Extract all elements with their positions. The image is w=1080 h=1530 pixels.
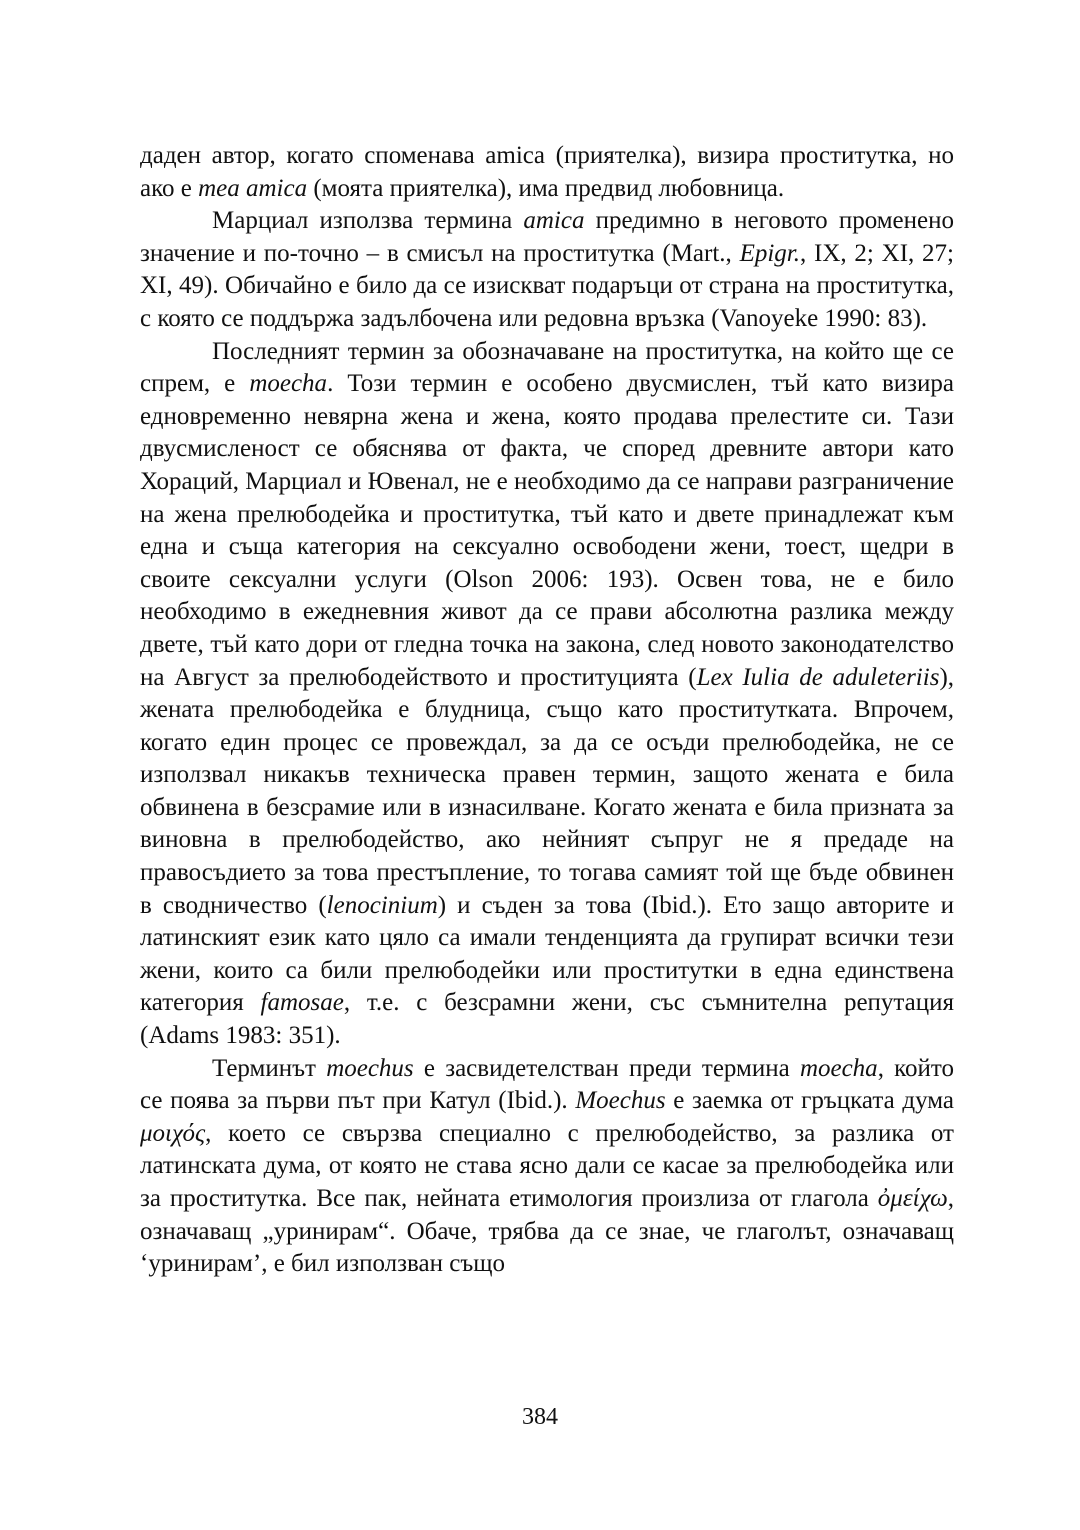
italic-term: Moechus: [575, 1087, 666, 1115]
italic-term: moechus: [326, 1054, 414, 1082]
italic-term: moecha: [249, 370, 328, 398]
text-run: Последният термин за обозначаване на проститутка, на който ще се спрем, е: [140, 337, 954, 398]
paragraph-4: [140, 1053, 954, 1281]
italic-term: μοιχός: [140, 1119, 206, 1147]
paragraph-1: [140, 140, 954, 205]
text-run: , т.е. с безсрамни жени, със съмнителна репутация (Adams 1983: 351).: [140, 989, 954, 1050]
italic-term: Lex Iulia de aduleteriis: [696, 663, 940, 691]
italic-term: Epigr.: [739, 239, 801, 267]
text-run: Марциал използва термина: [212, 207, 524, 235]
italic-term: ὀμείχω: [877, 1185, 948, 1212]
text-run: , IX, 2; XI, 27; XI, 49). Обичайно е било да се изискват подаръци от страна на проститутка, с която се поддържа задълбочена или редовна връзка (Vanoyeke 1990: 83).: [140, 239, 954, 332]
text-run: предимно в неговото променено значение и по-точно – в смисъл на проститутка (Mart.,: [140, 207, 955, 267]
page-body: [140, 140, 954, 1281]
italic-term: moecha: [799, 1054, 878, 1082]
paragraph-3: [140, 336, 954, 1053]
text-run: ), жената прелюбодейка е блудница, също като проститутката. Впрочем, когато един процес се провеждал, за да се осъди прелюбодейка, не се използвал никакъв техническа правен термин, защото жената е била обвинена в безсрамие или в изнасилване. Когато жената е била призната за виновна в прелюбодейство, ако нейният съпруг не я предаде на правосъдието за това престъпление, то тогава самият той ще бъде обвинен в сводничество (: [140, 663, 955, 919]
text-run: . Този термин е особено двусмислен, тъй като визира едновременно невярна жена и жена, която продава прелестите си. Тази двусмисленост се обяснява от факта, че според древните автори като Хораций, Марциал и Ювенал, не е необходимо да се направи разграничение на жена прелюбодейка и проститутка, тъй като и двете принадлежат към една и съща категория на сексуално освободени жени, тоест, щедри в своите сексуални услуги (Olson 2006: 193). Освен това, не е било необходимо в ежедневния живот да се прави абсолютна разлика между двете, тъй като дори от гледна точка на закона, след новото законодателство на Август за прелюбодейството и проституцията (: [140, 370, 954, 691]
text-run: е заемка от гръцката дума: [665, 1087, 954, 1115]
paragraph-2: [140, 205, 954, 335]
italic-term: mea amica: [198, 174, 308, 202]
text-run: , което се свързва специално с прелюбодейство, за разлика от латинската дума, от която не става ясно дали се касае за прелюбодейка или за проститутка. Все пак, нейната етимология произлиза от глагола: [140, 1119, 954, 1212]
text-run: ) и съден за това (Ibid.). Ето защо авторите и латинският език като цяло са имали тенденцията да групират всички тези жени, които са били прелюбодейки или проститутки в една единствена категория: [140, 891, 954, 1017]
text-run: , който се поява за първи път при Катул (Ibid.).: [140, 1054, 955, 1115]
italic-term: amica: [523, 207, 585, 235]
text-run: (моята приятелка), има предвид любовница.: [307, 174, 785, 202]
text-run: даден автор, когато споменава amica (приятелка), визира проститутка, но ако е: [140, 142, 954, 202]
text-run: , означаващ „уринирам“. Обаче, трябва да се знае, че глаголът, означаващ ‘уринирам’, е бил използван също: [140, 1185, 954, 1278]
italic-term: famosae: [260, 989, 344, 1017]
text-run: е засвидетелстван преди термина: [413, 1054, 800, 1082]
page-number: 384: [522, 1404, 558, 1430]
text-run: Терминът: [212, 1054, 327, 1082]
italic-term: lenocinium: [326, 891, 438, 919]
